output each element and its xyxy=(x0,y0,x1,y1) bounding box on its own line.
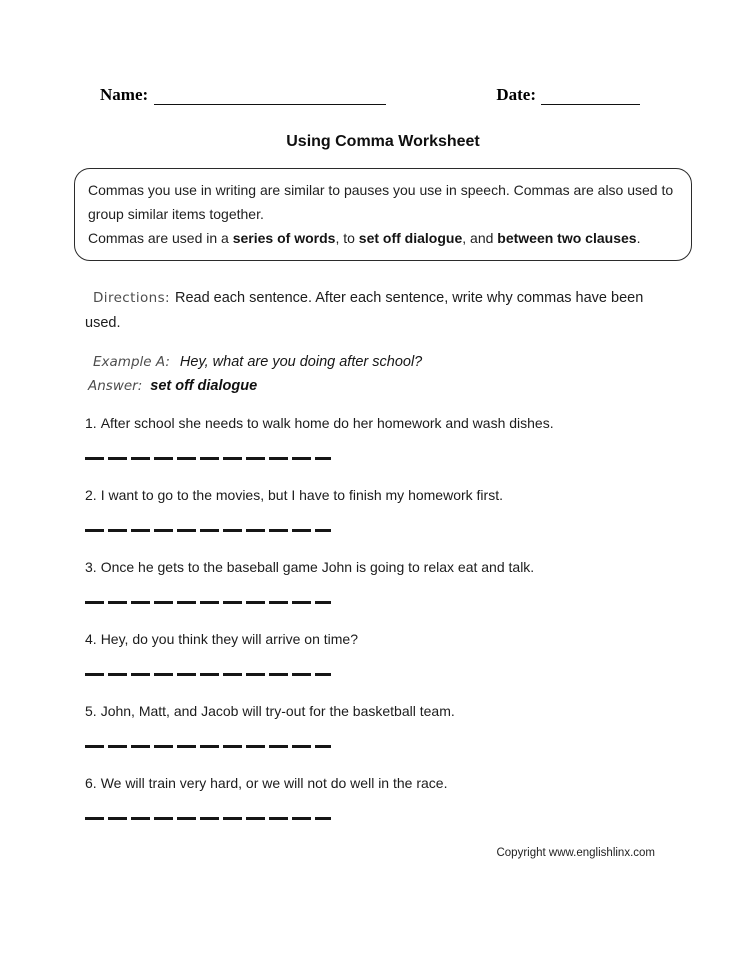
info-bold-series-of-words: series of words xyxy=(232,230,336,246)
question-number: 1. xyxy=(85,415,97,431)
question-item xyxy=(74,414,692,460)
info-text: Commas are used in a xyxy=(88,230,233,246)
date-label: Date: xyxy=(496,85,536,104)
answer-blank-line xyxy=(85,601,331,604)
name-label: Name: xyxy=(100,85,149,104)
question-item xyxy=(74,702,692,748)
question-text: Once he gets to the baseball game John is going to relax eat and talk. xyxy=(100,559,535,575)
question-number: 5. xyxy=(85,703,97,719)
example-label: Example A: xyxy=(93,354,170,370)
question-number: 4. xyxy=(85,631,97,647)
question-sentence xyxy=(85,486,692,504)
question-sentence xyxy=(85,702,692,720)
question-text: Hey, do you think they will arrive on time? xyxy=(100,631,358,647)
answer-label: Answer: xyxy=(88,378,143,394)
answer-blank-line xyxy=(85,745,331,748)
example-block xyxy=(88,350,692,398)
question-sentence xyxy=(85,630,692,648)
question-list xyxy=(74,414,692,820)
question-item xyxy=(74,558,692,604)
question-number: 6. xyxy=(85,775,97,791)
date-group xyxy=(496,85,640,105)
question-item xyxy=(74,486,692,532)
example-sentence: Hey, what are you doing after school? xyxy=(179,354,423,370)
directions-text: Read each sentence. After each sentence, write why commas have been used. xyxy=(85,290,644,331)
question-sentence xyxy=(85,558,692,576)
info-box-paragraph-1: Commas you use in writing are similar to pauses you use in speech. Commas are also used to group similar items together. xyxy=(88,182,674,222)
answer-blank-line xyxy=(85,529,331,532)
answer-blank-line xyxy=(85,673,331,676)
question-text: I want to go to the movies, but I have to finish my homework first. xyxy=(100,487,503,503)
name-date-header xyxy=(100,85,692,105)
directions-label: Directions: xyxy=(93,290,170,306)
question-item xyxy=(74,774,692,820)
info-box xyxy=(74,168,692,261)
question-sentence xyxy=(85,774,692,792)
copyright-text: Copyright www.englishlinx.com xyxy=(496,847,655,859)
info-bold-between-two-clauses: between two clauses xyxy=(497,230,637,246)
answer-row xyxy=(88,374,692,398)
info-text: , and xyxy=(462,230,498,246)
question-text: After school she needs to walk home do her homework and wash dishes. xyxy=(100,415,554,431)
directions xyxy=(85,286,645,336)
answer-blank-line xyxy=(85,817,331,820)
question-number: 3. xyxy=(85,559,97,575)
question-text: We will train very hard, or we will not do well in the race. xyxy=(100,775,448,791)
question-sentence xyxy=(85,414,692,432)
info-text: . xyxy=(636,230,641,246)
example-row xyxy=(88,350,692,374)
question-number: 2. xyxy=(85,487,97,503)
info-box-paragraph-2 xyxy=(88,226,678,250)
date-fill-line xyxy=(541,86,640,105)
question-item xyxy=(74,630,692,676)
info-bold-set-off-dialogue: set off dialogue xyxy=(358,230,463,246)
answer-text: set off dialogue xyxy=(150,378,258,394)
answer-blank-line xyxy=(85,457,331,460)
question-text: John, Matt, and Jacob will try-out for the basketball team. xyxy=(100,703,455,719)
name-fill-line xyxy=(154,86,386,105)
info-text: , to xyxy=(335,230,359,246)
page-title: Using Comma Worksheet xyxy=(286,133,480,150)
